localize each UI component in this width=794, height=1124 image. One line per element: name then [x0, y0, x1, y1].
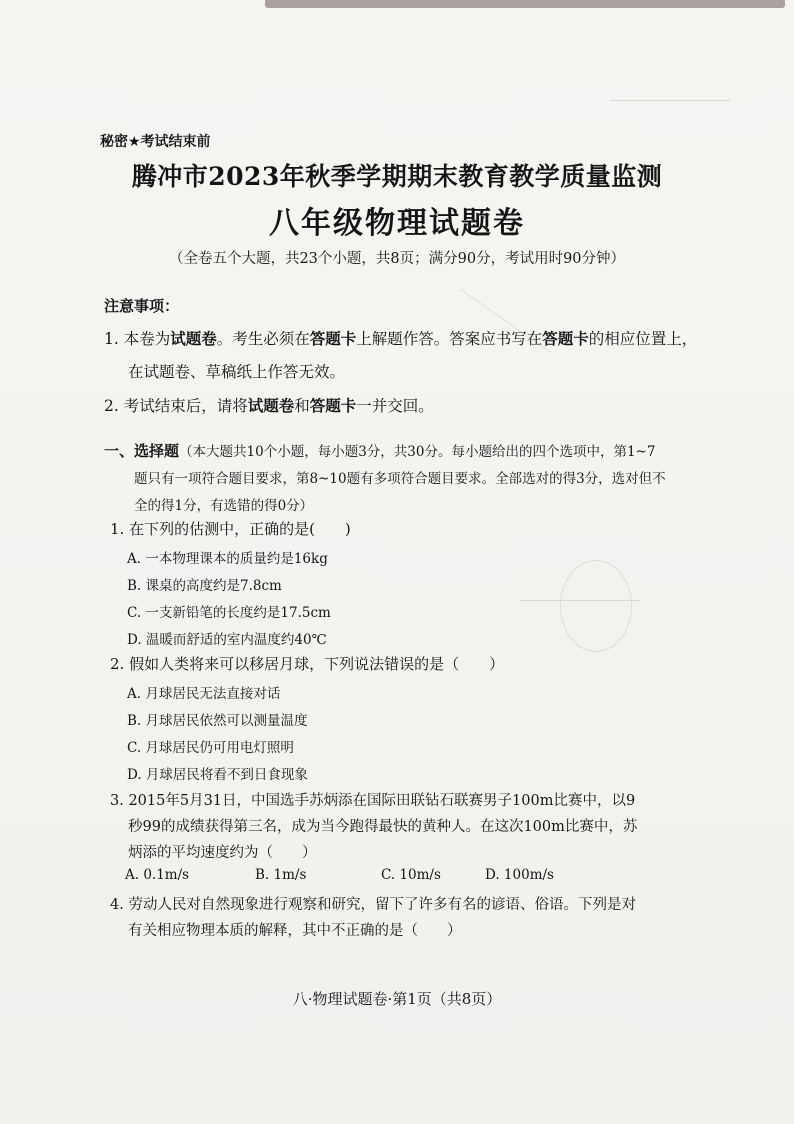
notice-text: 。考生必须在: [216, 330, 310, 348]
notice-emphasis: 答题卡: [309, 396, 357, 415]
section-title: 一、选择题: [104, 442, 180, 460]
question-1-option-b: B. 课桌的高度约是7.8cm: [127, 578, 282, 594]
scan-edge-shadow: [265, 0, 785, 8]
question-3-option-a: A. 0.1m/s: [125, 867, 190, 883]
notice-item-2: [104, 394, 434, 416]
question-2-option-c: C. 月球居民仍可用电灯照明: [127, 740, 294, 756]
question-2-option-d: D. 月球居民将看不到日食现象: [127, 767, 308, 783]
page-footer: 八·物理试题卷·第1页（共8页）: [292, 990, 502, 1008]
notice-heading: 注意事项：: [104, 297, 180, 315]
notice-text: 一并交回。: [356, 397, 434, 415]
section-1-desc: 全的得1分，有选错的得0分）: [134, 498, 314, 514]
notice-emphasis: 答题卡: [309, 329, 357, 348]
question-1-option-c: C. 一支新铅笔的长度约是17.5cm: [127, 605, 331, 621]
question-1-stem: 1. 在下列的估测中，正确的是( ): [110, 520, 351, 538]
bleed-through-mark: [520, 600, 640, 601]
question-1-option-d: D. 温暖而舒适的室内温度约40℃: [127, 632, 327, 648]
notice-text: 1. 本卷为: [104, 330, 171, 348]
exam-subject-title: 八年级物理试题卷: [269, 206, 525, 241]
notice-text: 上解题作答。答案应书写在: [356, 330, 543, 348]
notice-item-1-cont: 在试题卷、草稿纸上作答无效。: [128, 363, 346, 381]
exam-title: 腾冲市2023年秋季学期期末教育教学质量监测: [131, 162, 663, 191]
section-1-header: [104, 440, 655, 461]
question-4-stem-cont: 有关相应物理本质的解释，其中不正确的是（ ）: [128, 923, 462, 939]
question-1-option-a: A. 一本物理课本的质量约是16kg: [127, 551, 328, 567]
question-3-stem: 3. 2015年5月31日，中国选手苏炳添在国际田联钻石联赛男子100m比赛中，以9: [110, 793, 636, 809]
section-1-desc: 题只有一项符合题目要求，第8~10题有多项符合题目要求。全部选对的得3分，选对但不: [134, 471, 666, 487]
notice-text: 和: [294, 397, 310, 415]
notice-text: 2. 考试结束后，请将: [104, 397, 248, 415]
question-3-option-c: C. 10m/s: [381, 867, 441, 883]
exam-info: （全卷五个大题，共23个小题，共8页；满分90分，考试用时90分钟）: [168, 251, 626, 267]
question-2-stem: 2. 假如人类将来可以移居月球，下列说法错误的是（ ）: [110, 655, 505, 673]
bleed-through-mark: [560, 560, 632, 652]
notice-emphasis: 试题卷: [247, 396, 295, 415]
question-3-option-d: D. 100m/s: [485, 867, 554, 883]
question-2-option-a: A. 月球居民无法直接对话: [127, 686, 281, 702]
question-2-option-b: B. 月球居民依然可以测量温度: [127, 713, 308, 729]
question-3-stem-cont: 秒99的成绩获得第三名，成为当今跑得最快的黄种人。在这次100m比赛中，苏: [128, 819, 638, 835]
section-desc: （本大题共10个小题，每小题3分，共30分。每小题给出的四个选项中，第1~7: [179, 444, 656, 460]
question-3-option-b: B. 1m/s: [255, 867, 307, 883]
question-3-stem-cont: 炳添的平均速度约为（ ）: [128, 845, 317, 861]
notice-text: 的相应位置上，: [588, 330, 698, 348]
confidential-label: 秘密★考试结束前: [100, 134, 211, 150]
question-4-stem: 4. 劳动人民对自然现象进行观察和研究，留下了许多有名的谚语、俗语。下列是对: [110, 897, 636, 913]
notice-item-1: [104, 327, 697, 349]
bleed-through-mark: [610, 100, 730, 101]
notice-emphasis: 试题卷: [170, 329, 217, 348]
notice-emphasis: 答题卡: [542, 329, 589, 348]
